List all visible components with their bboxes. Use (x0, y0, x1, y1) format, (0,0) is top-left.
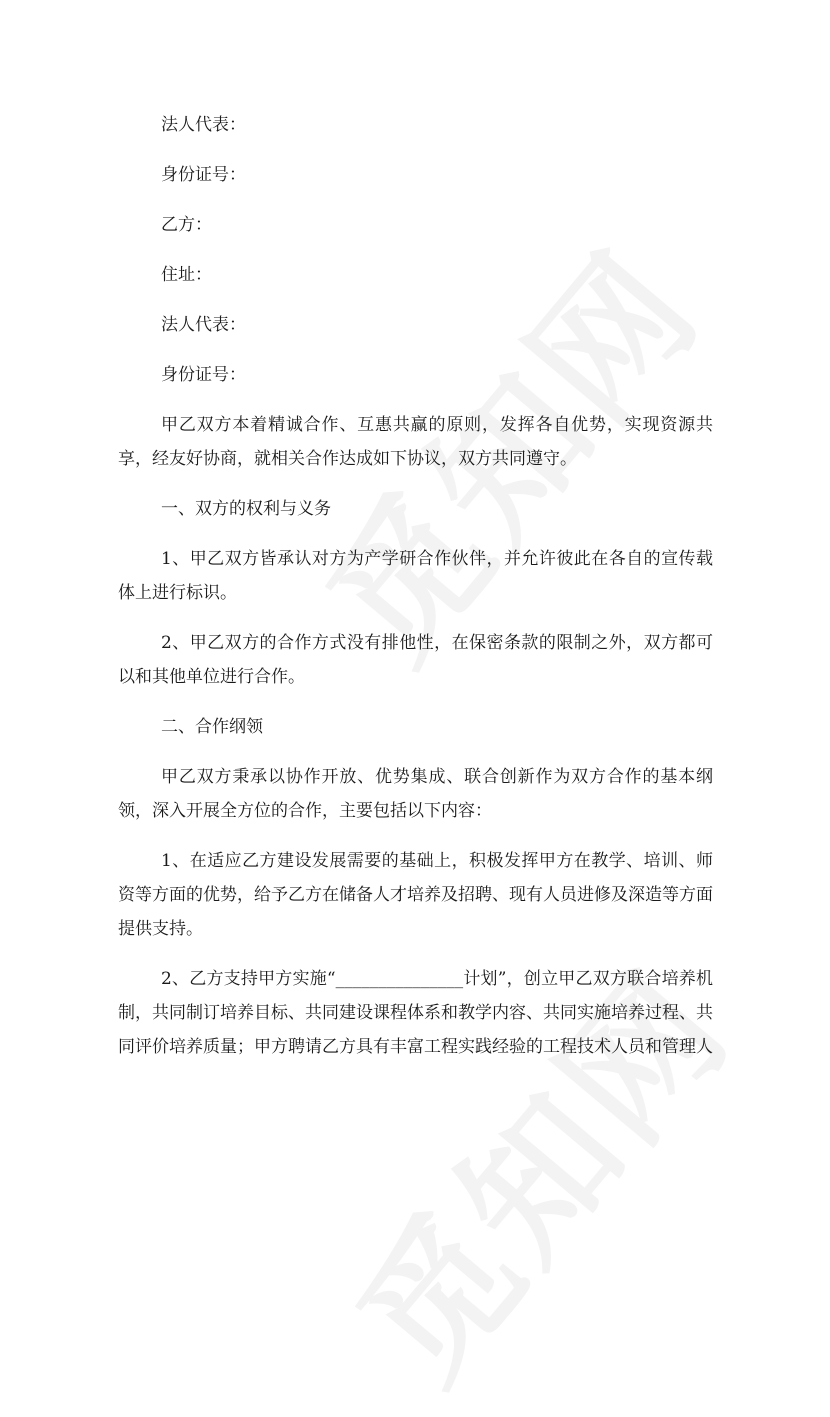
section-1-item-1: 1、甲乙双方皆承认对方为产学研合作伙伴，并允许彼此在各自的宣传载体上进行标识。 (118, 549, 713, 603)
section-1-heading: 一、双方的权利与义务 (161, 499, 331, 519)
party-b-id-number-field: 身份证号： (161, 365, 246, 385)
party-b-legal-rep-field: 法人代表： (161, 315, 246, 335)
party-a-legal-rep-field: 法人代表： (161, 115, 246, 135)
party-a-id-number-field: 身份证号： (161, 165, 246, 185)
section-2-item-1: 1、在适应乙方建设发展需要的基础上，积极发挥甲方在教学、培训、师资等方面的优势，给予乙方在储备人才培养及招聘、现有人员进修及深造等方面提供支持。 (118, 851, 713, 939)
section-1-item-2: 2、甲乙双方的合作方式没有排他性，在保密条款的限制之外，双方都可以和其他单位进行合作。 (118, 633, 713, 687)
section-2-item-2: 2、乙方支持甲方实施“_______________计划”，创立甲乙双方联合培养机制，共同制订培养目标、共同建设课程体系和教学内容、共同实施培养过程、共同评价培养质量；甲方聘请乙方具有丰富工程实践经验的工程技术人员和管理人 (118, 969, 713, 1057)
section-2-intro: 甲乙双方秉承以协作开放、优势集成、联合创新作为双方合作的基本纲领，深入开展全方位的合作，主要包括以下内容： (118, 767, 713, 821)
party-b-field: 乙方： (161, 215, 212, 235)
intro-paragraph: 甲乙双方本着精诚合作、互惠共赢的原则，发挥各自优势，实现资源共享，经友好协商，就相关合作达成如下协议，双方共同遵守。 (118, 415, 713, 469)
section-2-heading: 二、合作纲领 (161, 717, 263, 737)
party-b-address-field: 住址： (161, 265, 212, 285)
document-body (118, 108, 713, 1080)
